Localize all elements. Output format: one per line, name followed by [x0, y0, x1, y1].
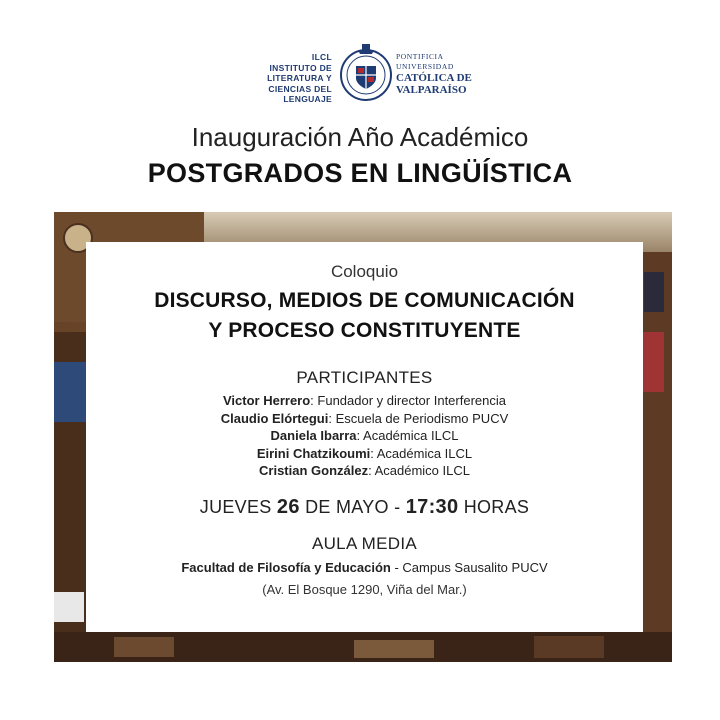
participant-name: Cristian González [259, 463, 369, 478]
date-prefix: JUEVES [199, 497, 277, 517]
participant-item [86, 462, 643, 480]
pucv-line: PONTIFICIA [396, 52, 444, 61]
participant-role: : Escuela de Periodismo PUCV [328, 410, 509, 426]
date-day: 26 [276, 496, 300, 518]
faculty-name: Facultad de Filosofía y Educación [181, 560, 391, 575]
participant-name: Eirini Chatzikoumi [256, 445, 371, 461]
participants-list [86, 392, 643, 480]
ilcl-line: CIENCIAS DEL [268, 83, 332, 94]
colloquium-title-line: DISCURSO, MEDIOS DE COMUNICACIÓN [154, 289, 575, 312]
participant-name: Victor Herrero [222, 393, 311, 408]
pucv-line: UNIVERSIDAD [396, 62, 454, 71]
ilcl-line: LITERATURA Y [267, 73, 332, 83]
ilcl-logo [267, 52, 332, 105]
participant-item [86, 445, 643, 463]
pucv-line: VALPARAÍSO [396, 84, 467, 96]
participant-role: : Académico ILCL [368, 463, 470, 478]
ilcl-line: LENGUAJE [283, 94, 332, 104]
event-type: Coloquio [330, 262, 399, 281]
participant-role: : Fundador y director Interferencia [310, 393, 506, 408]
participant-role: : Académica ILCL [356, 428, 459, 443]
venue-address: (Av. El Bosque 1290, Viña del Mar.) [262, 582, 467, 597]
campus-name: - Campus Sausalito PUCV [390, 560, 548, 575]
pucv-line: CATÓLICA DE [396, 72, 472, 84]
ilcl-line: ILCL [311, 52, 332, 62]
event-date [86, 496, 643, 519]
participant-item [86, 392, 643, 410]
participant-item [86, 427, 643, 445]
colloquium-title-line: Y PROCESO CONSTITUYENTE [208, 319, 521, 342]
venue-faculty [86, 560, 643, 575]
participant-name: Claudio Elórtegui [220, 410, 329, 426]
colloquium-title [86, 286, 643, 346]
pucv-logo [396, 52, 472, 96]
participant-name: Daniela Ibarra [270, 428, 357, 443]
venue-name: AULA MEDIA [311, 534, 418, 553]
event-title: Inauguración Año Académico [191, 122, 529, 152]
date-month: DE MAYO - [299, 497, 406, 517]
date-suffix: HORAS [458, 497, 530, 517]
date-time: 17:30 [405, 496, 459, 518]
university-seal-icon [338, 42, 394, 104]
header-logos [0, 40, 720, 106]
event-card [86, 242, 643, 632]
participant-item [86, 410, 643, 428]
program-title: POSTGRADOS EN LINGÜÍSTICA [147, 158, 573, 188]
participants-heading: PARTICIPANTES [296, 368, 433, 387]
ilcl-line: INSTITUTO DE [269, 62, 332, 73]
participant-role: : Académica ILCL [370, 445, 473, 461]
